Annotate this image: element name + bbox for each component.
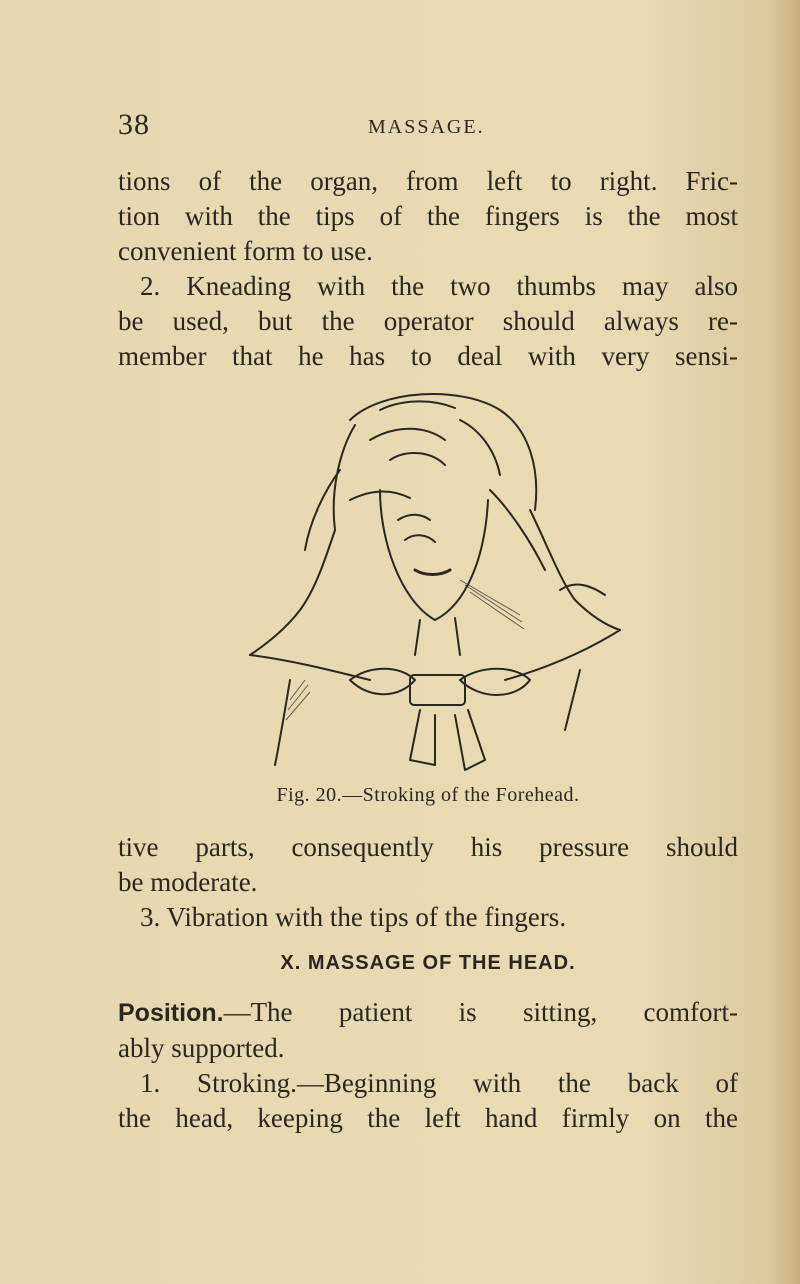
forehead-stroking-illustration <box>230 380 625 775</box>
text-line <box>118 995 738 1031</box>
position-text: —The patient is sitting, comfort- <box>223 997 738 1027</box>
running-title: MASSAGE. <box>368 116 485 138</box>
text-line: be moderate. <box>118 867 258 897</box>
text-line: tions of the organ, from left to right. Fric- <box>118 166 738 196</box>
position-label: Position. <box>118 999 224 1027</box>
page-number: 38 <box>118 108 150 141</box>
text-line: 2. Kneading with the two thumbs may also <box>140 271 738 301</box>
text-line: tion with the tips of the fingers is the most <box>118 201 738 231</box>
text-line: ably supported. <box>118 1033 285 1063</box>
text-line: convenient form to use. <box>118 236 373 266</box>
figure-illustration <box>230 380 625 775</box>
text-line: 1. Stroking.—Beginning with the back of <box>140 1068 738 1098</box>
text-block-top <box>118 164 738 374</box>
running-head <box>118 108 738 148</box>
section-heading: X. MASSAGE OF THE HEAD. <box>280 952 576 974</box>
text-line: member that he has to deal with very sensi- <box>118 341 738 371</box>
text-block-middle <box>118 830 738 935</box>
text-line: be used, but the operator should always re- <box>118 306 738 336</box>
text-line: the head, keeping the left hand firmly on the <box>118 1103 738 1133</box>
text-line: tive parts, consequently his pressure should <box>118 832 738 862</box>
text-block-bottom <box>118 995 738 1136</box>
figure-caption: Fig. 20.—Stroking of the Forehead. <box>276 784 580 806</box>
text-line: 3. Vibration with the tips of the fingers. <box>140 902 567 932</box>
